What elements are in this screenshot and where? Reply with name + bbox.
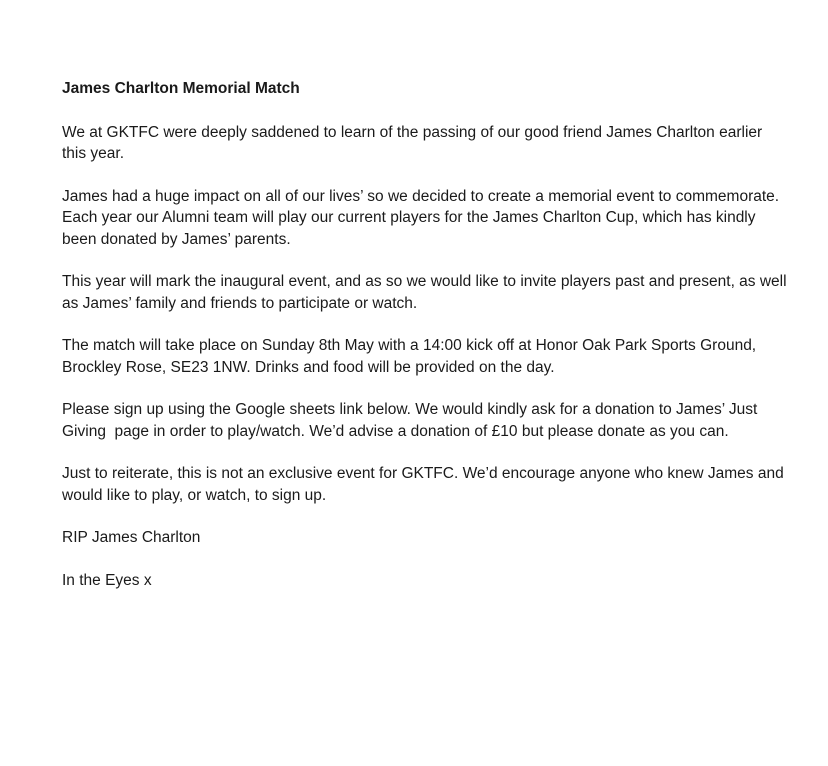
paragraph-signup: Please sign up using the Google sheets link below. We would kindly ask for a donation to James’ Just Giving page in order to play/watch. We’d advise a donation of £10 but please donate as you can. (62, 401, 762, 440)
paragraph-intro: We at GKTFC were deeply saddened to learn of the passing of our good friend James Charlton earlier this year. (62, 123, 767, 162)
paragraph-memorial: James had a huge impact on all of our lives’ so we decided to create a memorial event to commemorate. Each year our Alumni team will play our current players for the James Charlton Cup, which has kindly been donated by James’ parents. (62, 187, 784, 248)
paragraph-rip: RIP James Charlton (62, 529, 201, 546)
document-body (62, 78, 790, 612)
paragraph-inaugural: This year will mark the inaugural event, and as so we would like to invite players past and present, as well as James’ family and friends to participate or watch. (62, 273, 791, 312)
paragraph-match-details: The match will take place on Sunday 8th May with a 14:00 kick off at Honor Oak Park Sports Ground, Brockley Rose, SE23 1NW. Drinks and food will be provided on the day. (62, 337, 761, 376)
paragraph-reiterate: Just to reiterate, this is not an exclusive event for GKTFC. We’d encourage anyone who knew James and would like to play, or watch, to sign up. (62, 465, 789, 504)
paragraph-signoff: In the Eyes x (62, 571, 152, 589)
document-title: James Charlton Memorial Match (62, 80, 300, 97)
